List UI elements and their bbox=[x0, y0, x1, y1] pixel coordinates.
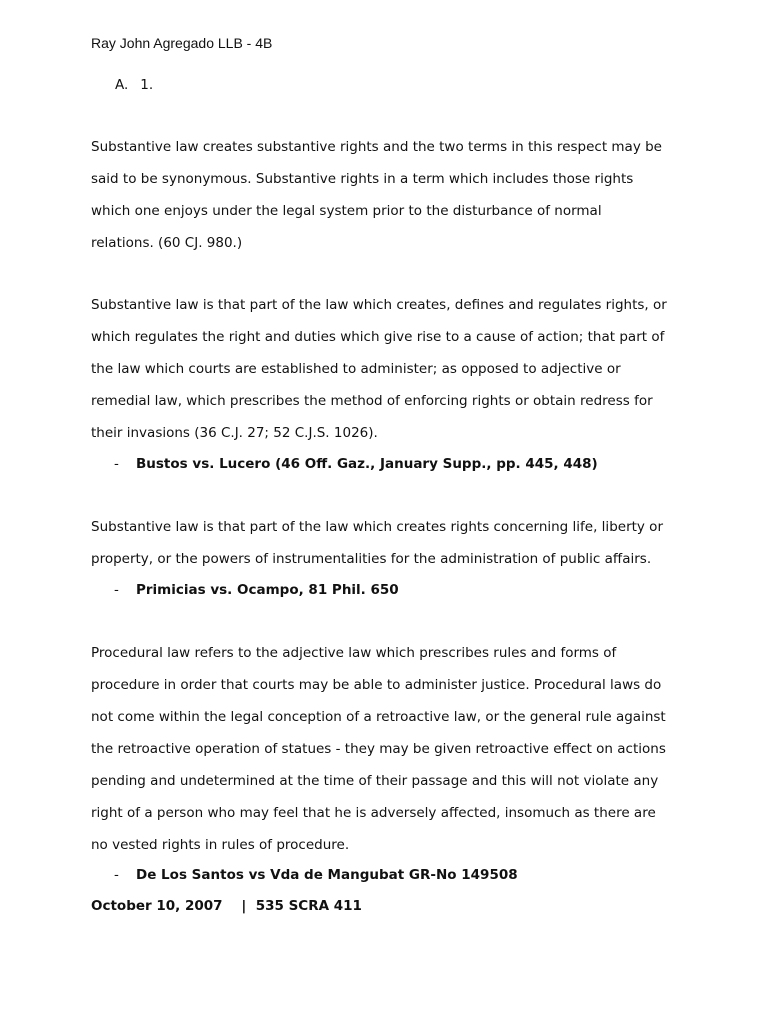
paragraph-line: Substantive law is that part of the law which creates, defines and regulates rights, or bbox=[91, 297, 667, 313]
paragraph-substantive-law-life-liberty bbox=[91, 511, 691, 575]
paragraph-line: no vested rights in rules of procedure. bbox=[91, 837, 350, 853]
paragraph-line: which regulates the right and duties which give rise to a cause of action; that part of bbox=[91, 329, 665, 345]
paragraph-line: the retroactive operation of statues - they may be given retroactive effect on actions bbox=[91, 741, 666, 757]
paragraph-line: the law which courts are established to administer; as opposed to adjective or bbox=[91, 361, 621, 377]
citation-dash: - bbox=[114, 456, 119, 472]
paragraph-line: procedure in order that courts may be able to administer justice. Procedural laws do bbox=[91, 677, 662, 693]
paragraph-substantive-rights bbox=[91, 131, 691, 259]
paragraph-line: Substantive law is that part of the law which creates rights concerning life, liberty or bbox=[91, 519, 663, 535]
paragraph-line: pending and undetermined at the time of their passage and this will not violate any bbox=[91, 773, 659, 789]
paragraph-line: relations. (60 CJ. 980.) bbox=[91, 235, 243, 251]
citation-dash: - bbox=[114, 867, 119, 883]
paragraph-line: Substantive law creates substantive rights and the two terms in this respect may be bbox=[91, 139, 662, 155]
paragraph-line: remedial law, which prescribes the method of enforcing rights or obtain redress for bbox=[91, 393, 653, 409]
paragraph-line: not come within the legal conception of a retroactive law, or the general rule against bbox=[91, 709, 666, 725]
author-header: Ray John Agregado LLB - 4B bbox=[91, 35, 273, 51]
paragraph-substantive-law-definition bbox=[91, 289, 691, 449]
paragraph-line: Procedural law refers to the adjective law which prescribes rules and forms of bbox=[91, 645, 617, 661]
paragraph-line: property, or the powers of instrumentalities for the administration of public affairs. bbox=[91, 551, 652, 567]
paragraph-line: right of a person who may feel that he is adversely affected, insomuch as there are bbox=[91, 805, 656, 821]
paragraph-line: which one enjoys under the legal system prior to the disturbance of normal bbox=[91, 203, 602, 219]
citation-dash: - bbox=[114, 582, 119, 598]
citation-text: De Los Santos vs Vda de Mangubat GR-No 149508 bbox=[136, 867, 518, 883]
citation-text: Primicias vs. Ocampo, 81 Phil. 650 bbox=[136, 582, 399, 598]
paragraph-line: said to be synonymous. Substantive rights in a term which includes those rights bbox=[91, 171, 634, 187]
outline-heading bbox=[115, 75, 153, 95]
paragraph-procedural-law bbox=[91, 637, 691, 861]
decision-date-and-report: October 10, 2007 | 535 SCRA 411 bbox=[91, 898, 362, 914]
outline-letter: A. bbox=[115, 77, 129, 93]
citation-text: Bustos vs. Lucero (46 Off. Gaz., January Supp., pp. 445, 448) bbox=[136, 456, 598, 472]
paragraph-line: their invasions (36 C.J. 27; 52 C.J.S. 1026). bbox=[91, 425, 378, 441]
outline-number: 1. bbox=[140, 77, 154, 93]
